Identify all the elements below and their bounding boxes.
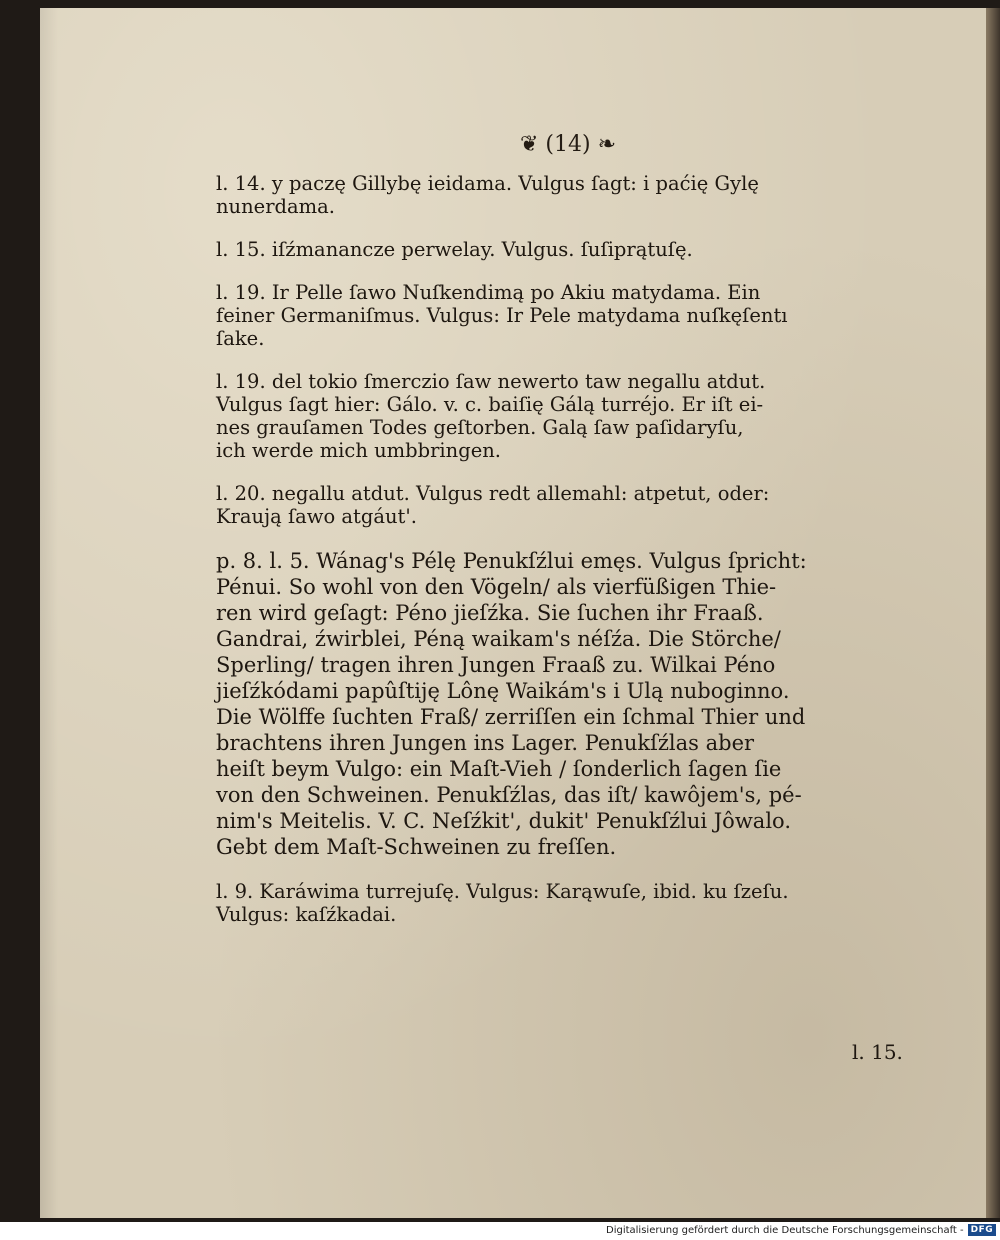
paragraph-6 — [216, 548, 916, 860]
text-line: nim's Meitelis. V. C. Neſźkit', dukit' Penukſźlui Jôwalo. — [216, 809, 791, 833]
text-line: l. 15. iſźmanancze perwelay. Vulgus. ſuſiprątuſę. — [216, 238, 693, 261]
page-number-header: ❦ (14) ❧ — [520, 132, 617, 157]
text-line: l. 19. Ir Pelle ſawo Nuſkendimą po Akiu matydama. Ein — [216, 281, 761, 304]
main-text — [216, 172, 916, 946]
text-line: l. 20. negallu atdut. Vulgus redt allemahl: atpetut, oder: — [216, 482, 770, 505]
paragraph-1 — [216, 172, 916, 218]
credit-text: Digitalisierung gefördert durch die Deutsche Forschungsgemeinschaft - — [606, 1224, 964, 1236]
text-line: Gandrai, źwirblei, Péną waikam's néſźa. Die Störche/ — [216, 627, 781, 651]
text-line: Vulgus: kaſźkadai. — [216, 903, 397, 926]
text-line: nes grauſamen Todes geſtorben. Galą ſaw paſidaryſu, — [216, 416, 744, 439]
digitization-credit — [606, 1224, 996, 1236]
text-line: Gebt dem Maſt-Schweinen zu freſſen. — [216, 835, 617, 859]
text-line: brachtens ihren Jungen ins Lager. Penukſźlas aber — [216, 731, 755, 755]
text-line: l. 19. del tokio ſmerczio ſaw newerto taw negallu atdut. — [216, 370, 766, 393]
text-line: jieſźkódami papûſtiję Lônę Waikám's i Ulą nuboginno. — [216, 679, 790, 703]
text-line: Die Wölffe ſuchten Fraß/ zerriſſen ein ſchmal Thier und — [216, 705, 806, 729]
text-line: Kraują ſawo atgáut'. — [216, 505, 417, 528]
paragraph-3 — [216, 281, 916, 350]
text-line: Pénui. So wohl von den Vögeln/ als vierfüßigen Thie- — [216, 575, 777, 599]
paragraph-5 — [216, 482, 916, 528]
text-line: p. 8. l. 5. Wánag's Pélę Penukſźlui emęs. Vulgus ſpricht: — [216, 549, 807, 573]
text-line: ſake. — [216, 327, 265, 350]
text-line: ren wird geſagt: Péno jieſźka. Sie ſuchen ihr Fraaß. — [216, 601, 764, 625]
text-line: von den Schweinen. Penukſźlas, das iſt/ kawôjem's, pé- — [216, 783, 802, 807]
page-gutter — [986, 8, 1000, 1218]
paragraph-4 — [216, 370, 916, 462]
text-line: feiner Germaniſmus. Vulgus: Ir Pele matydama nuſkęſentı — [216, 304, 788, 327]
text-line: l. 14. y paczę Gillybę ieidama. Vulgus ſagt: i paćię Gylę — [216, 172, 759, 195]
text-line: ich werde mich umbbringen. — [216, 439, 502, 462]
text-line: Vulgus ſagt hier: Gálo. v. c. baiſię Gálą turréjo. Er iſt ei- — [216, 393, 764, 416]
paragraph-2 — [216, 238, 916, 261]
text-line: l. 9. Karáwima turrejuſę. Vulgus: Karąwuſe, ibid. ku ſzeſu. — [216, 880, 789, 903]
text-line: Sperling/ tragen ihren Jungen Fraaß zu. Wilkai Péno — [216, 653, 776, 677]
text-line: nunerdama. — [216, 195, 335, 218]
catchword: l. 15. — [852, 1040, 903, 1064]
text-line: heiſt beym Vulgo: ein Maſt-Vieh / ſonderlich ſagen ſie — [216, 757, 782, 781]
dfg-logo[interactable]: DFG — [968, 1224, 997, 1236]
paragraph-7 — [216, 880, 916, 926]
